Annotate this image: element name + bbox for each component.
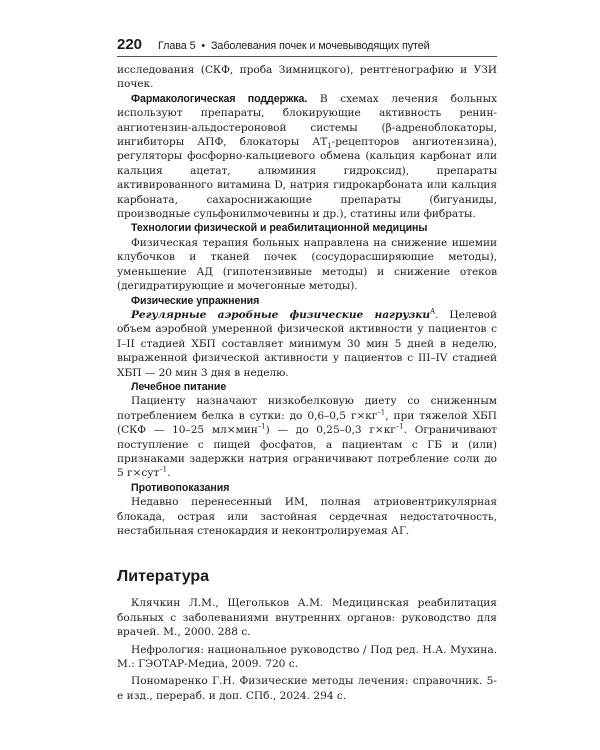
diet-s2: –1 — [257, 422, 266, 431]
chapter-title: Заболевания почек и мочевыводящих путей — [211, 40, 430, 52]
diet-t5: . — [167, 467, 171, 480]
running-header — [117, 36, 497, 57]
diet-heading: Лечебное питание — [131, 380, 227, 393]
page-number: 220 — [117, 36, 143, 53]
paragraph-pharm — [117, 92, 497, 222]
pharm-sub: 1 — [327, 142, 332, 151]
contra-text: Недавно перенесенный ИМ, полная атриовентрикулярная блокада, острая или застойная сердечная недостаточность, нестабильная стенокардия и неконтролируемая АГ. — [117, 496, 497, 537]
literature-item: Нефрология: национальное руководство / Под ред. Н.А. Мухина. М.: ГЭОТАР-Медиа, 2009. 720 с. — [117, 643, 497, 671]
exercise-text: . Целевой объем аэробной умеренной физической активности у пациентов с I–II стадией ХБП составляет минимум 30 мин 5 дней в неделю, выраженной физической активности у пациентов с III–IV стадией ХБП — 20 мин 3 дня в неделю. — [117, 308, 497, 379]
exercise-lead: Регулярные аэробные физические нагрузки — [131, 308, 431, 321]
chapter-label: Глава 5 — [158, 40, 196, 52]
literature-title: Литература — [117, 568, 210, 586]
exercise-sup: A — [430, 307, 436, 316]
paragraph-diet — [117, 394, 497, 480]
diet-t4: . Ограничивают поступление с пищей фосфатов, а пациентам с ГБ и (или) признаками задержки натрия ограничивают потребление соли до 5 г×сут — [117, 424, 497, 480]
paragraph-intro: исследования (СКФ, проба Зимницкого), рентгенографию и УЗИ почек. — [117, 64, 497, 91]
literature-item: Клячкин Л.М., Щегольков А.М. Медицинская реабилитация больных с заболеваниями внутренних органов: руководство для врачей. М., 2000. 288 с. — [117, 597, 497, 639]
pharm-heading: Фармакологическая поддержка. — [131, 92, 308, 105]
literature-list — [117, 596, 497, 703]
header-bullet: • — [201, 40, 206, 52]
diet-s4: –1 — [159, 465, 168, 474]
header-chapter — [158, 40, 430, 52]
book-page — [117, 36, 497, 706]
diet-s3: –1 — [395, 422, 404, 431]
pharm-text-b: -рецепторов ангиотензина), регуляторы фосфорно-кальциевого обмена (кальция карбонат или кальция ацетат, алюминия гидроксид), препараты активированного витамина D, натрия гидрокарбоната или кальция карбоната, сахароснижающие препараты (бигуаниды, производные сульфонилмочевины и др.), статины или фибраты. — [117, 136, 497, 221]
diet-t1: Пациенту назначают низкобелковую диету со сниженным потреблением белка в сутки: до 0,6–0,5 г×кг — [117, 395, 497, 422]
tech-text: Физическая терапия больных направлена на снижение ишемии клубочков и тканей почек (сосудорасширяющие методы), уменьшение АД (гипотензивные методы) и снижение отеков (дегидратирующие и мочегонные методы). — [117, 236, 497, 293]
literature-item: Пономаренко Г.Н. Физические методы лечения: справочник. 5-е изд., перераб. и доп. СПб., 2024. 294 с. — [117, 675, 497, 702]
diet-s1: –1 — [377, 408, 386, 417]
diet-t2: , при тяжелой ХБП (СКФ — 10–25 мл×мин — [117, 409, 497, 437]
diet-t3: ) — до 0,25–0,3 г×кг — [265, 424, 396, 437]
pharm-text-a: В схемах лечения больных используют препараты, блокирующие активность ренин-ангиотензин-альдостероновой системы (β-адреноблокаторы, ингибиторы АПФ, блокаторы АТ — [117, 92, 497, 149]
paragraph-exercise — [117, 308, 497, 380]
body-text — [117, 63, 497, 538]
contra-heading: Противопоказания — [131, 481, 230, 494]
exercise-heading: Физические упражнения — [131, 294, 260, 307]
tech-heading: Технологии физической и реабилитационной медицины — [131, 222, 428, 235]
